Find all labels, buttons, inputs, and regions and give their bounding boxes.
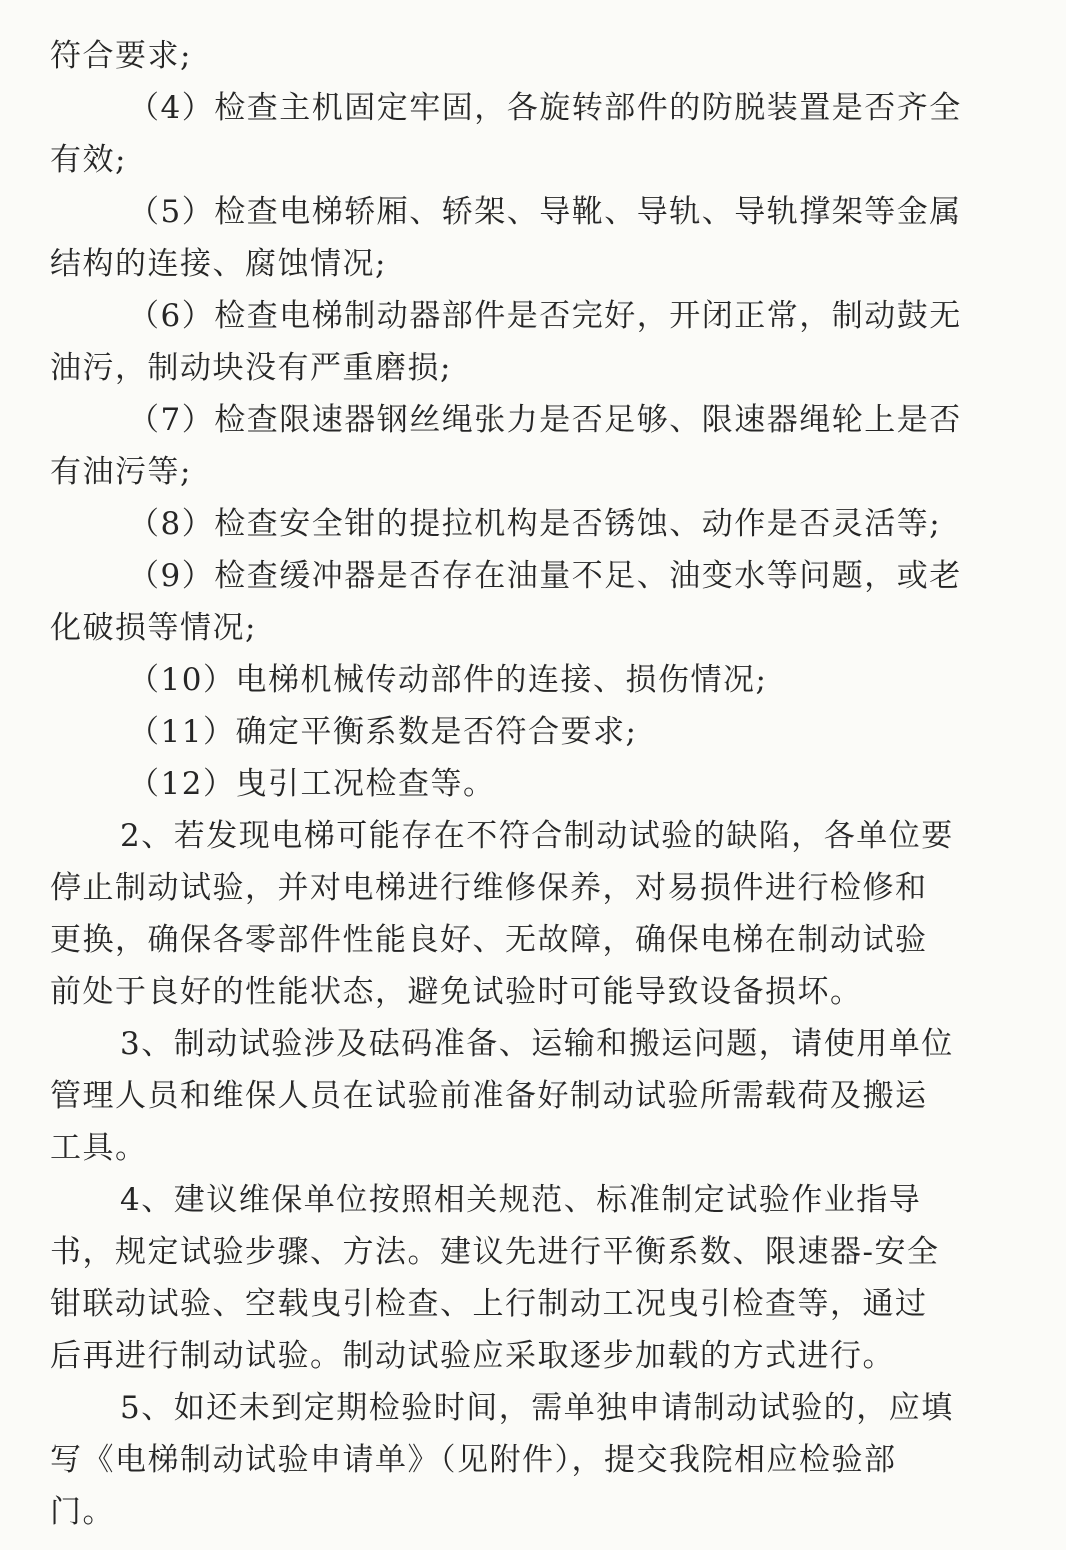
text-line: 结构的连接、腐蚀情况;: [50, 246, 387, 282]
text-line: 4、建议维保单位按照相关规范、标准制定试验作业指导: [120, 1182, 922, 1218]
text-line: 更换，确保各零部件性能良好、无故障，确保电梯在制动试验: [50, 922, 928, 958]
text-line: （9）检查缓冲器是否存在油量不足、油变水等问题，或老: [128, 558, 962, 594]
text-line: 3、制动试验涉及砝码准备、运输和搬运问题，请使用单位: [120, 1026, 954, 1062]
text-line: 书，规定试验步骤、方法。建议先进行平衡系数、限速器-安全: [50, 1234, 940, 1270]
text-line: （4）检查主机固定牢固，各旋转部件的防脱装置是否齐全: [128, 90, 962, 126]
text-line: 符合要求;: [50, 38, 192, 74]
text-line: （5）检查电梯轿厢、轿架、导靴、导轨、导轨撑架等金属: [128, 194, 962, 230]
text-line: 2、若发现电梯可能存在不符合制动试验的缺陷，各单位要: [120, 818, 954, 854]
text-line: （12）曳引工况检查等。: [128, 766, 496, 802]
text-line: 5、如还未到定期检验时间，需单独申请制动试验的，应填: [120, 1390, 954, 1426]
text-line: （6）检查电梯制动器部件是否完好，开闭正常，制动鼓无: [128, 298, 962, 334]
text-line: （7）检查限速器钢丝绳张力是否足够、限速器绳轮上是否: [128, 402, 962, 438]
text-line: 化破损等情况;: [50, 610, 257, 646]
text-line: （8）检查安全钳的提拉机构是否锈蚀、动作是否灵活等;: [128, 506, 942, 542]
text-line: 有油污等;: [50, 454, 192, 490]
text-line: 有效;: [50, 142, 127, 178]
text-line: （11）确定平衡系数是否符合要求;: [128, 714, 638, 750]
text-line: 门。: [50, 1494, 115, 1530]
text-line: 工具。: [50, 1130, 148, 1166]
text-line: 油污，制动块没有严重磨损;: [50, 350, 452, 386]
text-line: 管理人员和维保人员在试验前准备好制动试验所需载荷及搬运: [50, 1078, 928, 1114]
text-line: 写《电梯制动试验申请单》（见附件），提交我院相应检验部: [50, 1442, 897, 1478]
text-line: 前处于良好的性能状态，避免试验时可能导致设备损坏。: [50, 974, 863, 1010]
text-line: （10）电梯机械传动部件的连接、损伤情况;: [128, 662, 768, 698]
text-line: 后再进行制动试验。制动试验应采取逐步加载的方式进行。: [50, 1338, 895, 1374]
text-line: 钳联动试验、空载曳引检查、上行制动工况曳引检查等，通过: [50, 1286, 928, 1322]
text-line: 停止制动试验，并对电梯进行维修保养，对易损件进行检修和: [50, 870, 928, 906]
